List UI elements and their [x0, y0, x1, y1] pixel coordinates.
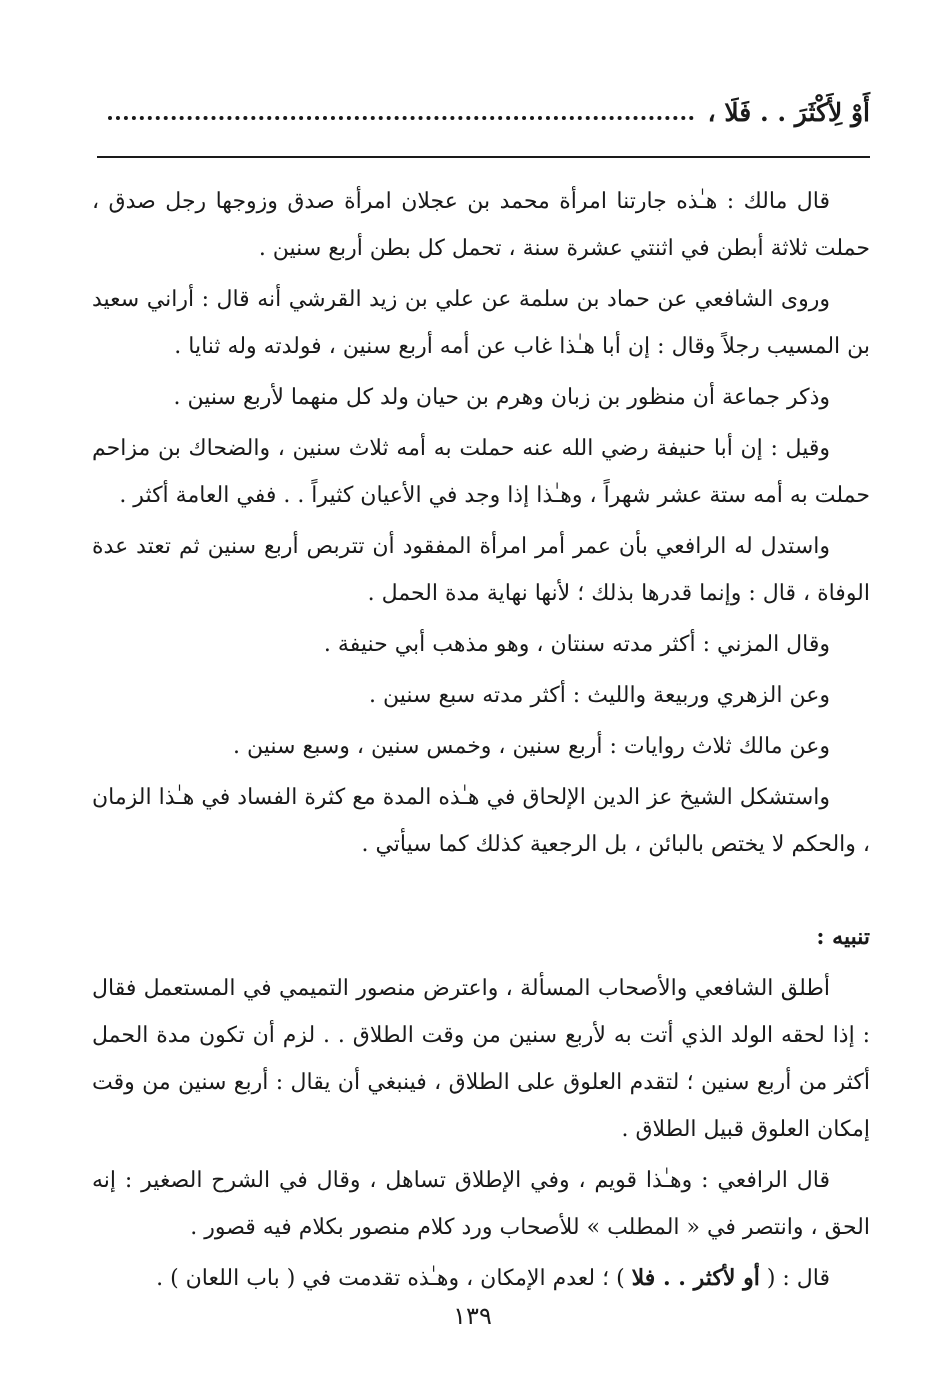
- notice-paragraph: أطلق الشافعي والأصحاب المسألة ، واعترض منصور التميمي في المستعمل فقال : إذا لحقه الولد الذي أتت به لأربع سنين من وقت الطلاق . . لزم أن تكون مدة الحمل أكثر من أربع سنين ؛ لتقدم العلوق على الطلاق ، فينبغي أن يقال : أربع سنين من وقت إمكان العلوق قبيل الطلاق .: [92, 976, 870, 1142]
- quote-rest: ) ؛ لعدم الإمكان ، وهـٰذه تقدمت في ( باب اللعان ) .: [156, 1266, 625, 1291]
- paragraph: قال مالك : هـٰذه جارتنا امرأة محمد بن عجلان امرأة صدق وزوجها رجل صدق ، حملت ثلاثة أبطن في اثنتي عشرة سنة ، تحمل كل بطن أربع سنين .: [92, 189, 870, 261]
- notice-paragraph-last: [92, 1255, 870, 1302]
- running-head: [108, 92, 870, 132]
- leader-dots: [108, 104, 694, 120]
- notice-paragraph: قال الرافعي : وهـٰذا قويم ، وفي الإطلاق تساهل ، وقال في الشرح الصغير : إنه الحق ، وانتصر في « المطلب » للأصحاب ورد كلام منصور بكلام فيه قصور .: [92, 1168, 870, 1240]
- page-number: ١٣٩: [453, 1302, 492, 1330]
- paragraph: وروى الشافعي عن حماد بن سلمة عن علي بن زيد القرشي أنه قال : أراني سعيد بن المسيب رجلاً وقال : إن أبا هـٰذا غاب عن أمه أربع سنين ، فولدته وله ثنايا .: [92, 287, 870, 359]
- running-head-text: أَوْ لِأَكْثَرَ . . فَلَا ،: [707, 97, 870, 127]
- paragraph: واستشكل الشيخ عز الدين الإلحاق في هـٰذه المدة مع كثرة الفساد في هـٰذا الزمان ، والحكم لا يختص بالبائن ، بل الرجعية كذلك كما سيأتي .: [92, 785, 870, 857]
- header-rule: [97, 156, 870, 158]
- quoted-matn: أو لأكثر . . فلا: [631, 1265, 760, 1291]
- paragraph: وقال المزني : أكثر مدته سنتان ، وهو مذهب أبي حنيفة .: [323, 632, 830, 657]
- paragraph: وعن مالك ثلاث روايات : أربع سنين ، وخمس سنين ، وسبع سنين .: [233, 734, 830, 759]
- quote-intro: قال : (: [766, 1266, 830, 1291]
- paragraph: وقيل : إن أبا حنيفة رضي الله عنه حملت به أمه ثلاث سنين ، والضحاك بن مزاحم حملت به أمه ستة عشر شهراً ، وهـٰذا إذا وجد في الأعيان كثيراً . . ففي العامة أكثر .: [92, 436, 870, 508]
- paragraph: وذكر جماعة أن منظور بن زبان وهرم بن حيان ولد كل منهما لأربع سنين .: [173, 385, 830, 410]
- paragraph: واستدل له الرافعي بأن عمر أمر امرأة المفقود أن تتربص أربع سنين ثم تعتد عدة الوفاة ، قال : وإنما قدرها بذلك ؛ لأنها نهاية مدة الحمل .: [92, 534, 870, 606]
- paragraph: وعن الزهري وربيعة والليث : أكثر مدته سبع سنين .: [369, 683, 830, 708]
- body-text: [92, 178, 870, 1306]
- notice-heading: تنبيه :: [816, 924, 870, 950]
